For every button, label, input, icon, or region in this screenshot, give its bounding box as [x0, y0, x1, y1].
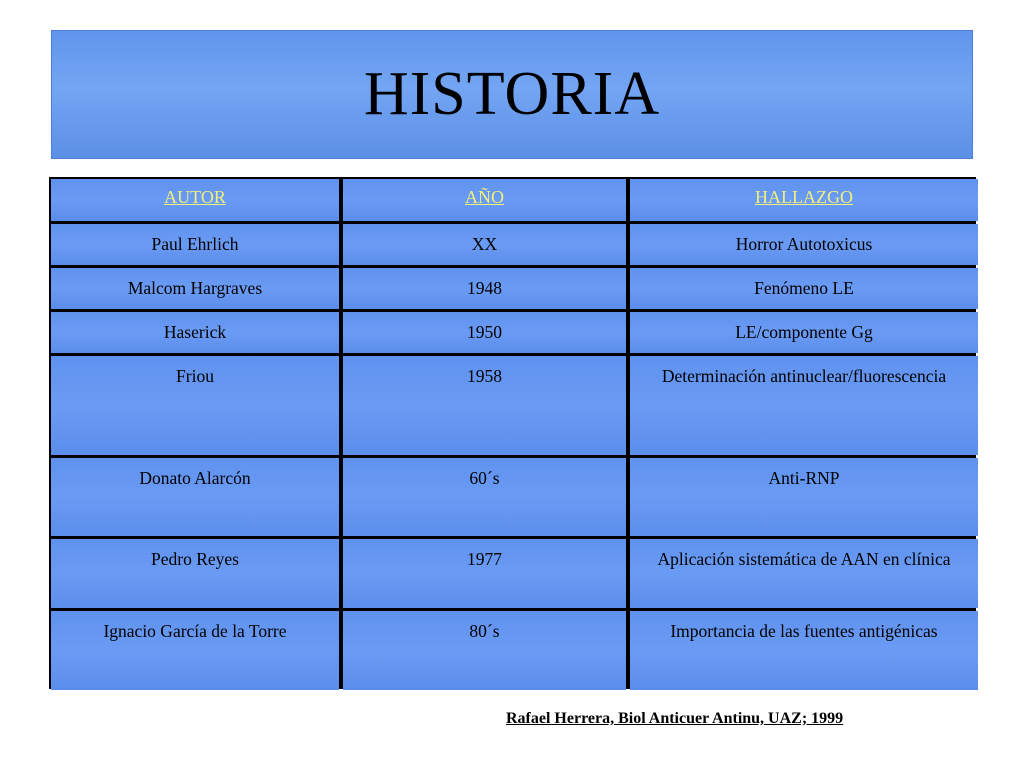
table-cell-hallazgo: Importancia de las fuentes antigénicas — [630, 611, 978, 690]
table-cell-hallazgo: Horror Autotoxicus — [630, 224, 978, 265]
table-cell-hallazgo: Determinación antinuclear/fluorescencia — [630, 356, 978, 455]
table-cell-autor: Pedro Reyes — [51, 539, 339, 608]
table-cell-ano: 60´s — [343, 458, 626, 536]
table-cell-autor: Haserick — [51, 312, 339, 353]
table-cell-ano: 1950 — [343, 312, 626, 353]
table-cell-hallazgo: Anti-RNP — [630, 458, 978, 536]
column-header-autor[interactable]: AUTOR — [164, 187, 226, 207]
table-cell-ano: 80´s — [343, 611, 626, 690]
table-cell-autor: Friou — [51, 356, 339, 455]
table-cell-hallazgo: Aplicación sistemática de AAN en clínica — [630, 539, 978, 608]
table-cell-autor: Malcom Hargraves — [51, 268, 339, 309]
column-header-ano[interactable]: AÑO — [465, 187, 504, 207]
table-cell-hallazgo: LE/componente Gg — [630, 312, 978, 353]
title-banner — [51, 30, 973, 159]
table-cell-ano: XX — [343, 224, 626, 265]
table-cell-autor: Donato Alarcón — [51, 458, 339, 536]
header-cell-ano — [343, 179, 626, 221]
column-header-hallazgo[interactable]: HALLAZGO — [755, 187, 853, 207]
table-cell-autor: Paul Ehrlich — [51, 224, 339, 265]
header-cell-autor — [51, 179, 339, 221]
source-credit: Rafael Herrera, Biol Anticuer Antinu, UAZ; 1999 — [506, 710, 844, 727]
table-cell-hallazgo: Fenómeno LE — [630, 268, 978, 309]
table-cell-autor: Ignacio García de la Torre — [51, 611, 339, 690]
table-cell-ano: 1958 — [343, 356, 626, 455]
page-title: HISTORIA — [363, 60, 661, 128]
table-cell-ano: 1977 — [343, 539, 626, 608]
history-table — [49, 177, 976, 689]
header-cell-hallazgo — [630, 179, 978, 221]
table-cell-ano: 1948 — [343, 268, 626, 309]
